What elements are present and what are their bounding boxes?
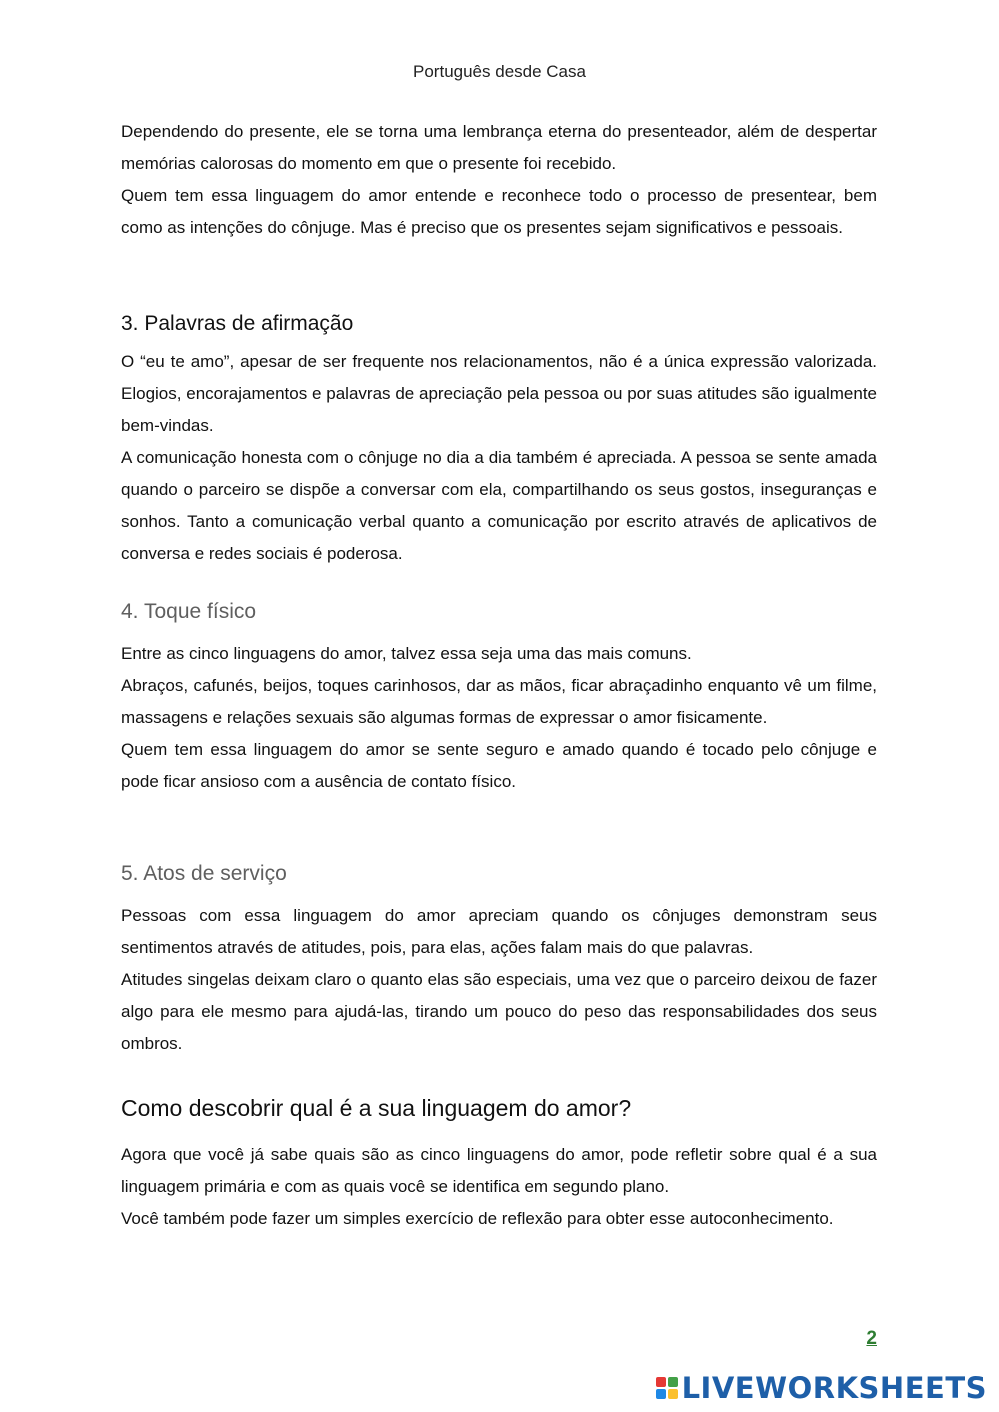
paragraph: Agora que você já sabe quais são as cinco linguagens do amor, pode refletir sobre qual é a sua linguagem primária e com as quais você se identifica em segundo plano. (121, 1145, 877, 1196)
page-number: 2 (866, 1328, 877, 1349)
section-heading: Como descobrir qual é a sua linguagem do amor? (121, 1095, 632, 1121)
section-heading: 4. Toque físico (121, 600, 257, 623)
logo-square-icon (656, 1377, 666, 1387)
section-palavras-de-afirmacao (121, 310, 877, 570)
liveworksheets-logo-icon (656, 1377, 678, 1399)
section-toque-fisico (121, 598, 877, 798)
liveworksheets-logo[interactable] (656, 1371, 987, 1405)
paragraph: Quem tem essa linguagem do amor entende e reconhece todo o processo de presentear, bem como as intenções do cônjuge. Mas é preciso que os presentes sejam significativos e pessoais. (121, 186, 877, 237)
paragraph: Entre as cinco linguagens do amor, talvez essa seja uma das mais comuns. (121, 644, 692, 663)
logo-square-icon (656, 1389, 666, 1399)
section-atos-de-servico (121, 860, 877, 1060)
brand-name: LIVEWORKSHEETS (681, 1371, 987, 1405)
paragraph: O “eu te amo”, apesar de ser frequente nos relacionamentos, não é a única expressão valorizada. Elogios, encorajamentos e palavras de apreciação pela pessoa ou por suas atitudes são igualmente bem-vindas. (121, 352, 877, 435)
paragraph: Abraços, cafunés, beijos, toques carinhosos, dar as mãos, ficar abraçadinho enquanto vê um filme, massagens e relações sexuais são algumas formas de expressar o amor fisicamente. (121, 676, 877, 727)
section-heading: 5. Atos de serviço (121, 862, 287, 885)
logo-square-icon (668, 1377, 678, 1387)
section-heading: 3. Palavras de afirmação (121, 312, 354, 335)
logo-square-icon (668, 1389, 678, 1399)
paragraph: Quem tem essa linguagem do amor se sente seguro e amado quando é tocado pelo cônjuge e pode ficar ansioso com a ausência de contato físico. (121, 740, 877, 791)
paragraph: Você também pode fazer um simples exercício de reflexão para obter esse autoconhecimento. (121, 1209, 834, 1228)
intro-block (121, 116, 877, 244)
paragraph: Dependendo do presente, ele se torna uma lembrança eterna do presenteador, além de despertar memórias calorosas do momento em que o presente foi recebido. (121, 122, 877, 173)
paragraph: A comunicação honesta com o cônjuge no dia a dia também é apreciada. A pessoa se sente amada quando o parceiro se dispõe a conversar com ela, compartilhando os seus gostos, inseguranças e sonhos. Tanto a comunicação verbal quanto a comunicação por escrito através de aplicativos de conversa e redes sociais é poderosa. (121, 448, 877, 563)
section-como-descobrir (121, 1093, 877, 1235)
page-header: Português desde Casa (413, 62, 586, 81)
paragraph: Pessoas com essa linguagem do amor apreciam quando os cônjuges demonstram seus sentimentos através de atitudes, pois, para elas, ações falam mais do que palavras. (121, 906, 877, 957)
paragraph: Atitudes singelas deixam claro o quanto elas são especiais, uma vez que o parceiro deixou de fazer algo para ele mesmo para ajudá-las, tirando um pouco do peso das responsabilidades dos seus ombros. (121, 970, 877, 1053)
